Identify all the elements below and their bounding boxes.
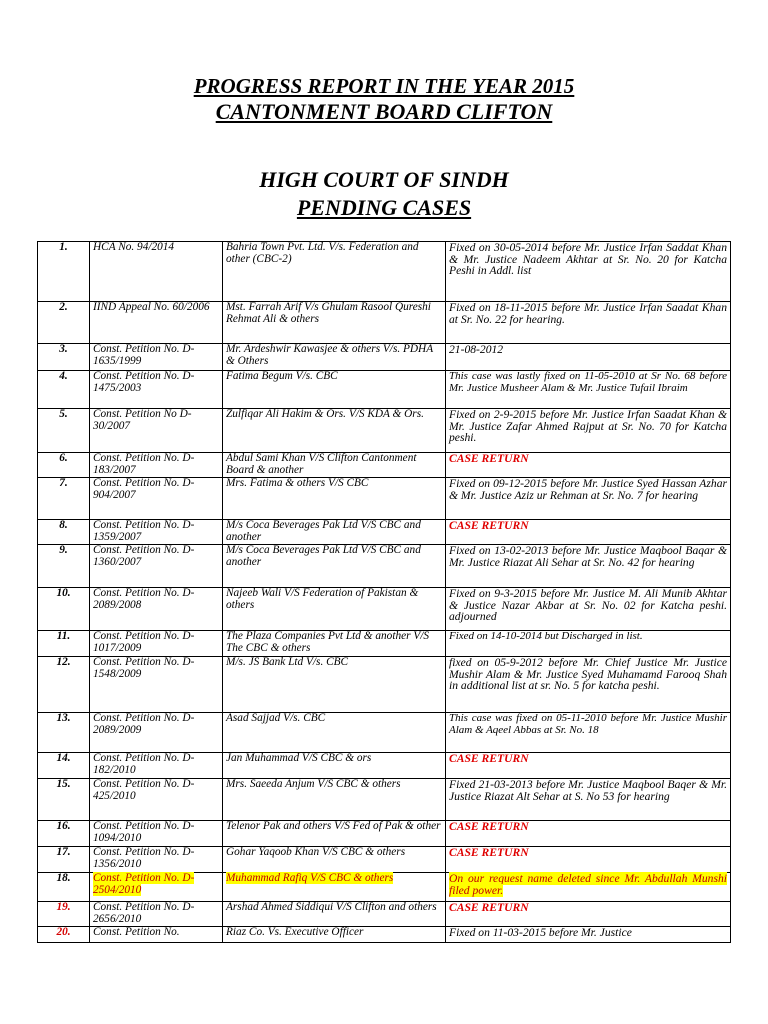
case-number: 5.	[38, 409, 90, 453]
table-row	[38, 631, 731, 657]
table-row	[38, 821, 731, 847]
case-parties	[223, 873, 446, 902]
case-reference: Const. Petition No. D-2089/2009	[90, 713, 223, 753]
case-parties: Mst. Farrah Arif V/s Ghulam Rasool Qureshi Rehmat Ali & others	[223, 302, 446, 344]
case-number: 12.	[38, 657, 90, 713]
case-parties: Jan Muhammad V/S CBC & ors	[223, 753, 446, 779]
highlighted-parties: Muhammad Rafiq V/S CBC & others	[226, 872, 394, 884]
case-reference: Const. Petition No. D-2089/2008	[90, 588, 223, 631]
table-row	[38, 302, 731, 344]
case-parties: Fatima Begum V/s. CBC	[223, 371, 446, 409]
table-row	[38, 588, 731, 631]
case-parties: M/s. JS Bank Ltd V/s. CBC	[223, 657, 446, 713]
case-status: Fixed 21-03-2013 before Mr. Justice Maqbool Baqer & Mr. Justice Riazat Alt Sehar at S. No 53 for hearing	[446, 779, 731, 821]
section-title: PENDING CASES	[296, 195, 472, 220]
case-parties: Gohar Yaqoob Khan V/S CBC & others	[223, 847, 446, 873]
case-parties: Mrs. Fatima & others V/S CBC	[223, 478, 446, 520]
case-parties: M/s Coca Beverages Pak Ltd V/S CBC and another	[223, 520, 446, 545]
case-number: 10.	[38, 588, 90, 631]
case-parties: Zulfiqar Ali Hakim & Ors. V/S KDA & Ors.	[223, 409, 446, 453]
table-row	[38, 753, 731, 779]
case-return-status: CASE RETURN	[446, 902, 731, 927]
case-return-status: CASE RETURN	[446, 847, 731, 873]
table-row	[38, 409, 731, 453]
court-title: HIGH COURT OF SINDH	[259, 167, 509, 192]
case-number: 6.	[38, 453, 90, 478]
case-number: 19.	[38, 902, 90, 927]
case-number: 1.	[38, 242, 90, 302]
case-parties: M/s Coca Beverages Pak Ltd V/S CBC and another	[223, 545, 446, 588]
case-number: 2.	[38, 302, 90, 344]
table-row	[38, 545, 731, 588]
case-status: Fixed on 09-12-2015 before Mr. Justice Syed Hassan Azhar & Mr. Justice Aziz ur Rehman at Sr. No. 7 for hearing	[446, 478, 731, 520]
table-row	[38, 371, 731, 409]
case-reference: Const. Petition No. D-1360/2007	[90, 545, 223, 588]
case-reference: Const. Petition No.	[90, 927, 223, 943]
case-parties: Mr. Ardeshwir Kawasjee & others V/s. PDHA & Others	[223, 344, 446, 371]
case-status: 21-08-2012	[446, 344, 731, 371]
case-number: 18.	[38, 873, 90, 902]
case-parties: Abdul Sami Khan V/S Clifton Cantonment Board & another	[223, 453, 446, 478]
case-number: 11.	[38, 631, 90, 657]
case-reference: Const. Petition No. D-1635/1999	[90, 344, 223, 371]
case-parties: The Plaza Companies Pvt Ltd & another V/S The CBC & others	[223, 631, 446, 657]
case-reference: Const. Petition No. D-1475/2003	[90, 371, 223, 409]
cases-table	[37, 241, 731, 943]
case-status: Fixed on 14-10-2014 but Discharged in list.	[446, 631, 731, 657]
case-reference: Const. Petition No. D-1094/2010	[90, 821, 223, 847]
case-reference: Const. Petition No. D-182/2010	[90, 753, 223, 779]
case-status: Fixed on 18-11-2015 before Mr. Justice Irfan Saadat Khan at Sr. No. 22 for hearing.	[446, 302, 731, 344]
table-row	[38, 344, 731, 371]
case-status: Fixed on 9-3-2015 before Mr. Justice M. Ali Munib Akhtar & Justice Nazar Akbar at Sr. No. 02 for Katcha peshi. adjourned	[446, 588, 731, 631]
case-parties: Asad Sajjad V/s. CBC	[223, 713, 446, 753]
table-row	[38, 713, 731, 753]
case-number: 7.	[38, 478, 90, 520]
organization-title: CANTONMENT BOARD CLIFTON	[215, 99, 553, 124]
case-number: 8.	[38, 520, 90, 545]
table-row	[38, 657, 731, 713]
case-return-status: CASE RETURN	[446, 821, 731, 847]
case-reference: Const. Petition No D-30/2007	[90, 409, 223, 453]
case-return-status: CASE RETURN	[446, 520, 731, 545]
case-number: 20.	[38, 927, 90, 943]
case-number: 17.	[38, 847, 90, 873]
table-row	[38, 242, 731, 302]
case-status: Fixed on 2-9-2015 before Mr. Justice Irfan Saadat Khan & Mr. Justice Zafar Ahmed Rajput at Sr. No. 70 for Katcha peshi.	[446, 409, 731, 453]
table-row	[38, 902, 731, 927]
table-row	[38, 873, 731, 902]
case-status: Fixed on 11-03-2015 before Mr. Justice	[446, 927, 731, 943]
case-reference: Const. Petition No. D-183/2007	[90, 453, 223, 478]
case-status: This case was lastly fixed on 11-05-2010 at Sr No. 68 before Mr. Justice Musheer Alam & Mr. Justice Tufail Ibraim	[446, 371, 731, 409]
highlighted-reference: Const. Petition No. D-2504/2010	[93, 872, 195, 896]
case-reference: Const. Petition No. D-2656/2010	[90, 902, 223, 927]
case-reference: Const. Petition No. D-904/2007	[90, 478, 223, 520]
table-row	[38, 779, 731, 821]
case-parties: Najeeb Wali V/S Federation of Pakistan & others	[223, 588, 446, 631]
case-reference: Const. Petition No. D-425/2010	[90, 779, 223, 821]
case-reference: Const. Petition No. D-1548/2009	[90, 657, 223, 713]
case-status: This case was fixed on 05-11-2010 before Mr. Justice Mushir Alam & Aqeel Abbas at Sr. No. 18	[446, 713, 731, 753]
case-status: Fixed on 30-05-2014 before Mr. Justice Irfan Saddat Khan & Mr. Justice Nadeem Akhtar at Sr. No. 20 for Katcha Peshi in Addl. list	[446, 242, 731, 302]
case-number: 13.	[38, 713, 90, 753]
highlighted-status: On our request name deleted since Mr. Abdullah Munshi filed power.	[449, 872, 727, 897]
case-status	[446, 873, 731, 902]
case-number: 15.	[38, 779, 90, 821]
table-row	[38, 847, 731, 873]
case-reference: Const. Petition No. D-1359/2007	[90, 520, 223, 545]
case-reference: IIND Appeal No. 60/2006	[90, 302, 223, 344]
case-parties: Riaz Co. Vs. Executive Officer	[223, 927, 446, 943]
case-number: 4.	[38, 371, 90, 409]
case-reference: Const. Petition No. D-1017/2009	[90, 631, 223, 657]
case-parties: Mrs. Saeeda Anjum V/S CBC & others	[223, 779, 446, 821]
case-status: Fixed on 13-02-2013 before Mr. Justice Maqbool Baqar & Mr. Justice Riazat Ali Sehar at Sr. No. 42 for hearing	[446, 545, 731, 588]
case-parties: Bahria Town Pvt. Ltd. V/s. Federation and other (CBC-2)	[223, 242, 446, 302]
case-return-status: CASE RETURN	[446, 753, 731, 779]
case-return-status: CASE RETURN	[446, 453, 731, 478]
case-parties: Telenor Pak and others V/S Fed of Pak & other	[223, 821, 446, 847]
case-parties: Arshad Ahmed Siddiqui V/S Clifton and others	[223, 902, 446, 927]
case-number: 14.	[38, 753, 90, 779]
table-row	[38, 520, 731, 545]
case-reference	[90, 873, 223, 902]
table-row	[38, 927, 731, 943]
report-title: PROGRESS REPORT IN THE YEAR 2015	[193, 74, 575, 98]
case-status: fixed on 05-9-2012 before Mr. Chief Justice Mr. Justice Mushir Alam & Mr. Justice Syed Muhamamd Farooq Shah in additional list at sr. No. 5 for katcha peshi.	[446, 657, 731, 713]
case-number: 3.	[38, 344, 90, 371]
case-reference: Const. Petition No. D-1356/2010	[90, 847, 223, 873]
case-reference: HCA No. 94/2014	[90, 242, 223, 302]
table-row	[38, 453, 731, 478]
case-number: 16.	[38, 821, 90, 847]
case-number: 9.	[38, 545, 90, 588]
table-row	[38, 478, 731, 520]
